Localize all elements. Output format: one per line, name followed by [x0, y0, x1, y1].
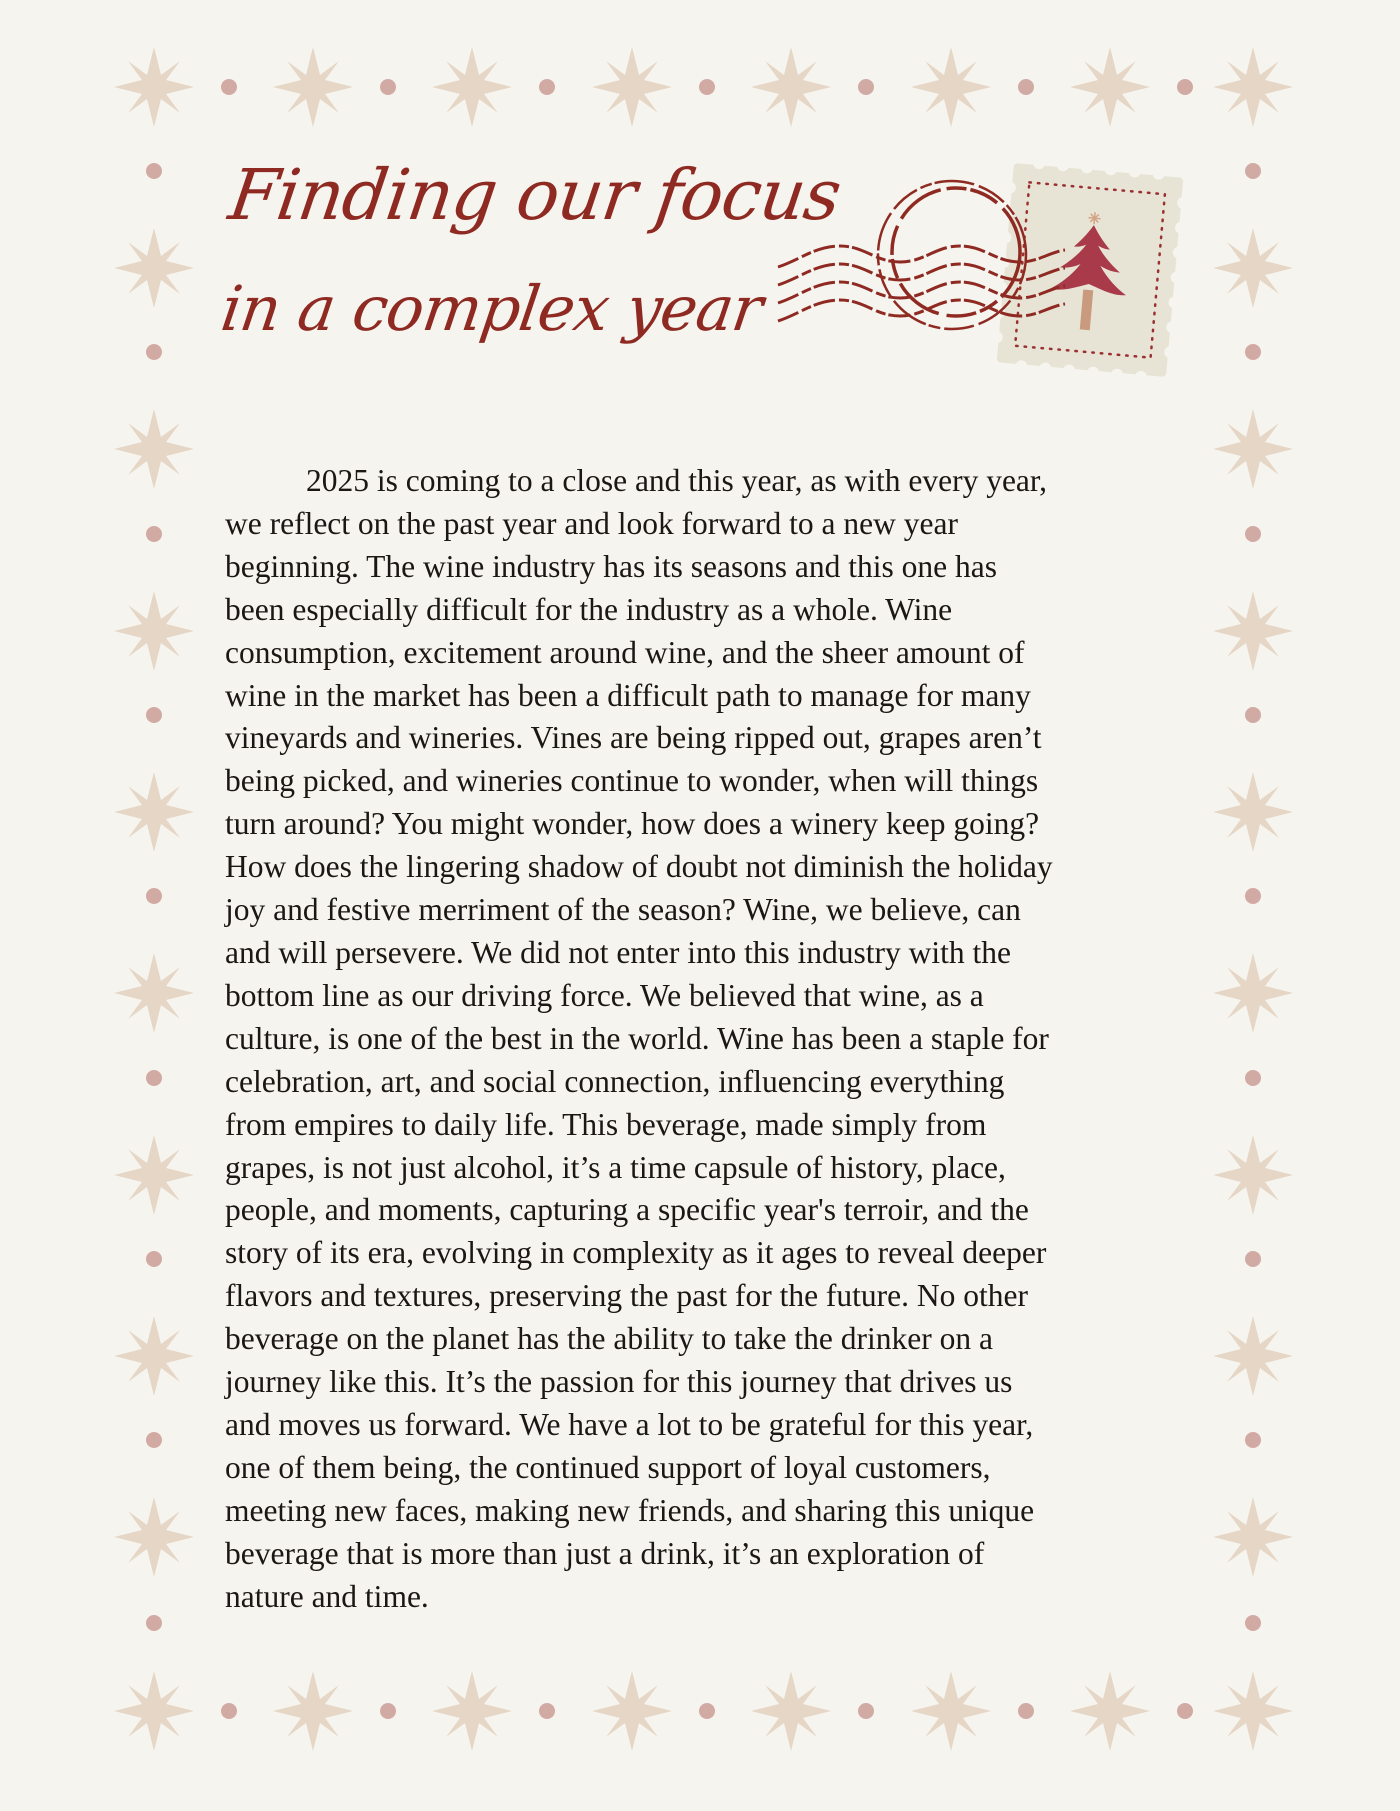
star-icon: [273, 47, 353, 127]
body-line: being picked, and wineries continue to wonder, when will things: [225, 763, 1039, 799]
body-line: How does the lingering shadow of doubt not diminish the holiday: [225, 849, 1053, 885]
star-icon: [1213, 591, 1293, 671]
dot-icon: [146, 707, 162, 723]
border-left-column: [114, 163, 194, 1631]
dot-icon: [699, 1703, 715, 1719]
body-line: wine in the market has been a difficult path to manage for many: [225, 677, 1031, 713]
star-icon: [1070, 47, 1150, 127]
star-icon: [114, 228, 194, 308]
star-icon: [751, 47, 831, 127]
dot-icon: [146, 888, 162, 904]
dot-icon: [1245, 707, 1261, 723]
dot-icon: [146, 1432, 162, 1448]
body-line: joy and festive merriment of the season? Wine, we believe, can: [225, 892, 1021, 928]
dot-icon: [1245, 1432, 1261, 1448]
star-icon: [432, 47, 512, 127]
dot-icon: [539, 79, 555, 95]
postage-stamp-icon: [770, 150, 1190, 390]
postmark-circle-icon: [878, 181, 1026, 329]
dot-icon: [858, 1703, 874, 1719]
star-icon: [1070, 1671, 1150, 1751]
dot-icon: [146, 344, 162, 360]
star-icon: [114, 1135, 194, 1215]
star-icon: [911, 47, 991, 127]
dot-icon: [221, 1703, 237, 1719]
body-line: consumption, excitement around wine, and the sheer amount of: [225, 634, 1025, 670]
star-icon: [1213, 47, 1293, 127]
star-icon: [751, 1671, 831, 1751]
body-line: and will persevere. We did not enter into this industry with the: [225, 934, 1011, 970]
body-line: meeting new faces, making new friends, and sharing this unique: [225, 1492, 1035, 1528]
dot-icon: [146, 1615, 162, 1631]
dot-icon: [1018, 1703, 1034, 1719]
body-line: journey like this. It’s the passion for this journey that drives us: [225, 1364, 1013, 1400]
dot-icon: [380, 79, 396, 95]
body-line: grapes, is not just alcohol, it’s a time capsule of history, place,: [225, 1149, 1006, 1185]
star-icon: [1213, 1497, 1293, 1577]
dot-icon: [1177, 79, 1193, 95]
dot-icon: [1018, 79, 1034, 95]
dot-icon: [146, 1251, 162, 1267]
dot-icon: [1245, 1070, 1261, 1086]
star-icon: [273, 1671, 353, 1751]
body-line: nature and time.: [225, 1578, 429, 1614]
star-icon: [114, 1316, 194, 1396]
body-line: been especially difficult for the industry as a whole. Wine: [225, 591, 953, 627]
dot-icon: [146, 526, 162, 542]
border-right-column: [1213, 163, 1293, 1631]
body-line: people, and moments, capturing a specific year's terroir, and the: [225, 1192, 1029, 1228]
star-icon: [911, 1671, 991, 1751]
body-line: turn around? You might wonder, how does a winery keep going?: [225, 806, 1040, 842]
body-line: beginning. The wine industry has its seasons and this one has: [225, 548, 997, 584]
star-icon: [114, 591, 194, 671]
title-line-2: in a complex year: [216, 272, 767, 345]
body-line: celebration, art, and social connection, influencing everything: [225, 1063, 1005, 1099]
star-icon: [592, 1671, 672, 1751]
letter-body: [225, 460, 1195, 1618]
star-icon: [1213, 1671, 1293, 1751]
star-icon: [114, 47, 194, 127]
dot-icon: [1245, 1251, 1261, 1267]
title-line-1: Finding our focus: [224, 154, 846, 236]
dot-icon: [858, 79, 874, 95]
dot-icon: [221, 79, 237, 95]
dot-icon: [1177, 1703, 1193, 1719]
dot-icon: [380, 1703, 396, 1719]
star-icon: [1213, 772, 1293, 852]
star-icon: [432, 1671, 512, 1751]
star-icon: [1213, 1316, 1293, 1396]
body-line: 2025 is coming to a close and this year, as with every year,: [306, 463, 1048, 498]
dot-icon: [1245, 526, 1261, 542]
star-icon: [1213, 409, 1293, 489]
star-icon: [1213, 953, 1293, 1033]
star-icon: [114, 953, 194, 1033]
dot-icon: [699, 79, 715, 95]
body-line: we reflect on the past year and look forward to a new year: [225, 505, 958, 541]
body-line: vineyards and wineries. Vines are being ripped out, grapes aren’t: [225, 720, 1042, 756]
dot-icon: [1245, 1615, 1261, 1631]
body-line: one of them being, the continued support of loyal customers,: [225, 1449, 991, 1485]
body-line: beverage that is more than just a drink, it’s an exploration of: [225, 1535, 985, 1571]
dot-icon: [1245, 888, 1261, 904]
body-line: flavors and textures, preserving the past for the future. No other: [225, 1278, 1028, 1314]
dot-icon: [1245, 163, 1261, 179]
star-icon: [114, 1497, 194, 1577]
body-line: story of its era, evolving in complexity as it ages to reveal deeper: [225, 1235, 1047, 1271]
star-icon: [592, 47, 672, 127]
star-icon: [1213, 228, 1293, 308]
star-icon: [1213, 1135, 1293, 1215]
body-line: culture, is one of the best in the world. Wine has been a staple for: [225, 1020, 1049, 1056]
star-icon: [114, 1671, 194, 1751]
dot-icon: [539, 1703, 555, 1719]
star-icon: [114, 409, 194, 489]
dot-icon: [146, 163, 162, 179]
star-icon: [114, 772, 194, 852]
dot-icon: [1245, 344, 1261, 360]
border-bottom-row: [114, 1671, 1293, 1751]
body-line: beverage on the planet has the ability to take the drinker on a: [225, 1321, 993, 1357]
body-line: bottom line as our driving force. We believed that wine, as a: [225, 977, 984, 1013]
body-line: and moves us forward. We have a lot to be grateful for this year,: [225, 1406, 1034, 1442]
border-top-row: [114, 47, 1293, 127]
dot-icon: [146, 1070, 162, 1086]
body-line: from empires to daily life. This beverage, made simply from: [225, 1106, 987, 1142]
